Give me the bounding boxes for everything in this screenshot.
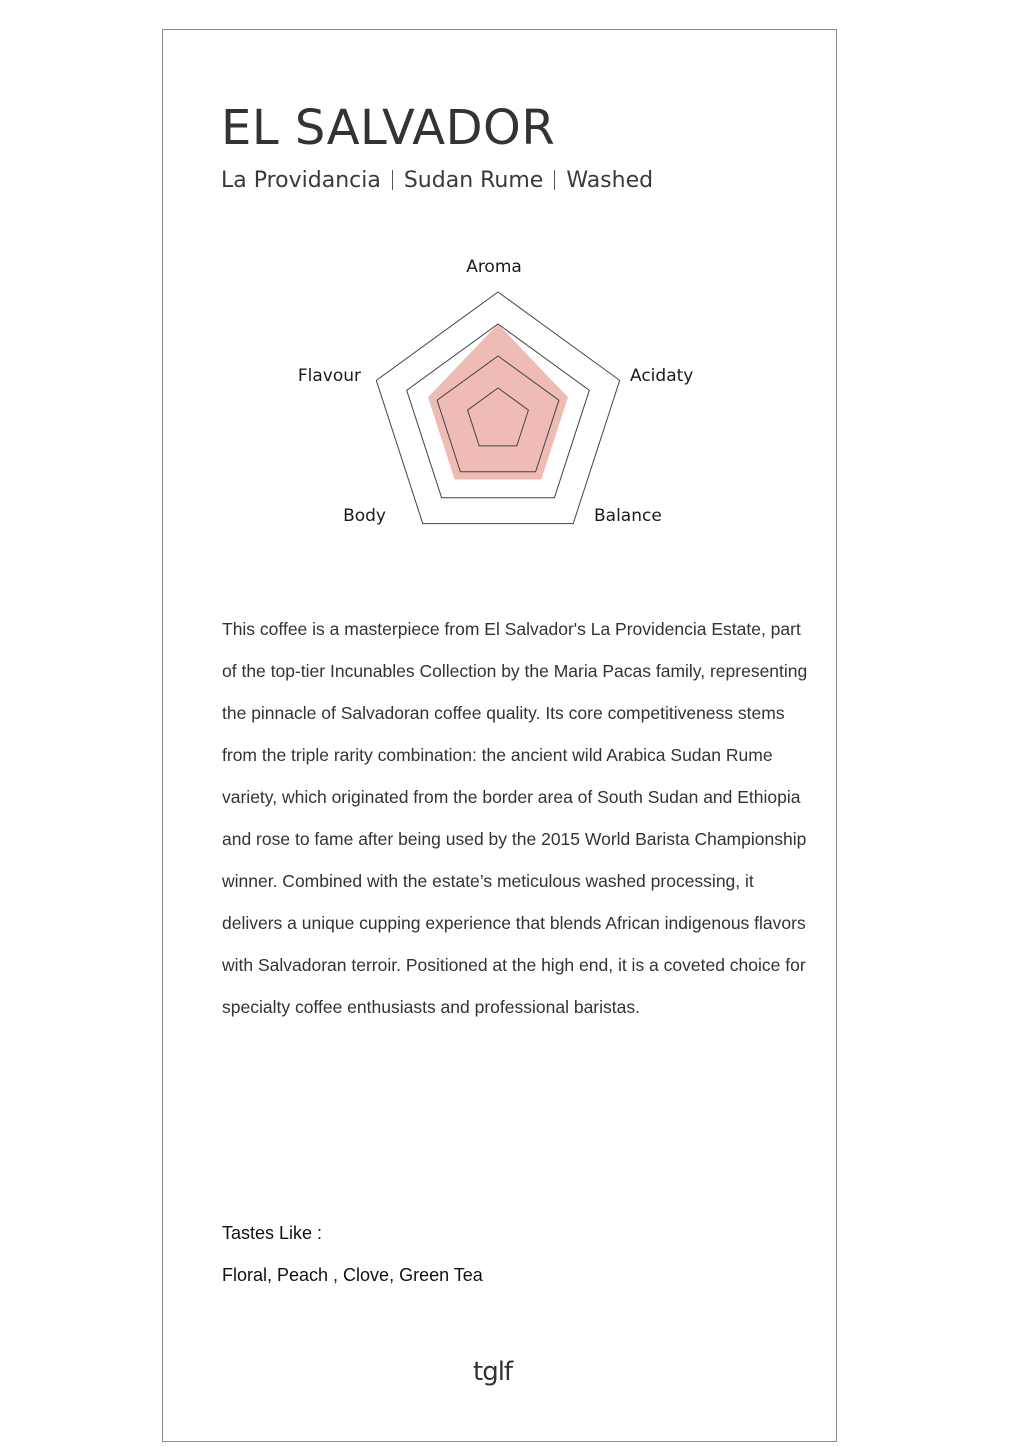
axis-label-balance: Balance: [594, 506, 662, 526]
variety-name: Sudan Rume: [403, 168, 544, 193]
axis-label-acidaty: Acidaty: [630, 366, 694, 386]
tastes-heading: Tastes Like :: [222, 1223, 323, 1243]
farm-name: La Providancia: [221, 168, 381, 193]
axis-label-flavour: Flavour: [297, 366, 361, 386]
brand-logo: tglf: [473, 1357, 513, 1387]
flavor-radar-chart: [262, 240, 742, 550]
radar-data-area: [428, 324, 568, 480]
page-title: EL SALVADOR: [221, 100, 556, 156]
axis-label-aroma: Aroma: [466, 257, 522, 277]
axis-label-body: Body: [343, 506, 386, 526]
coffee-description: This coffee is a masterpiece from El Salvador's La Providencia Estate, part of the top-tier Incunables Collection by the Maria Pacas family, representing the pinnacle of Salvadoran coffee quality. Its core competitiveness stems from the triple rarity combination: the ancient wild Arabica Sudan Rume variety, which originated from the border area of South Sudan and Ethiopia and rose to fame after being used by the 2015 World Barista Championship winner. Combined with the estate’s meticulous washed processing, it delivers a unique cupping experience that blends African indigenous flavors with Salvadoran terroir. Positioned at the high end, it is a coveted choice for specialty coffee enthusiasts and professional baristas.: [222, 619, 808, 1017]
subtitle: [221, 168, 653, 193]
separator: [392, 170, 393, 190]
separator: [554, 170, 555, 190]
tasting-notes: Floral, Peach , Clove, Green Tea: [222, 1265, 483, 1285]
process-name: Washed: [566, 168, 654, 193]
